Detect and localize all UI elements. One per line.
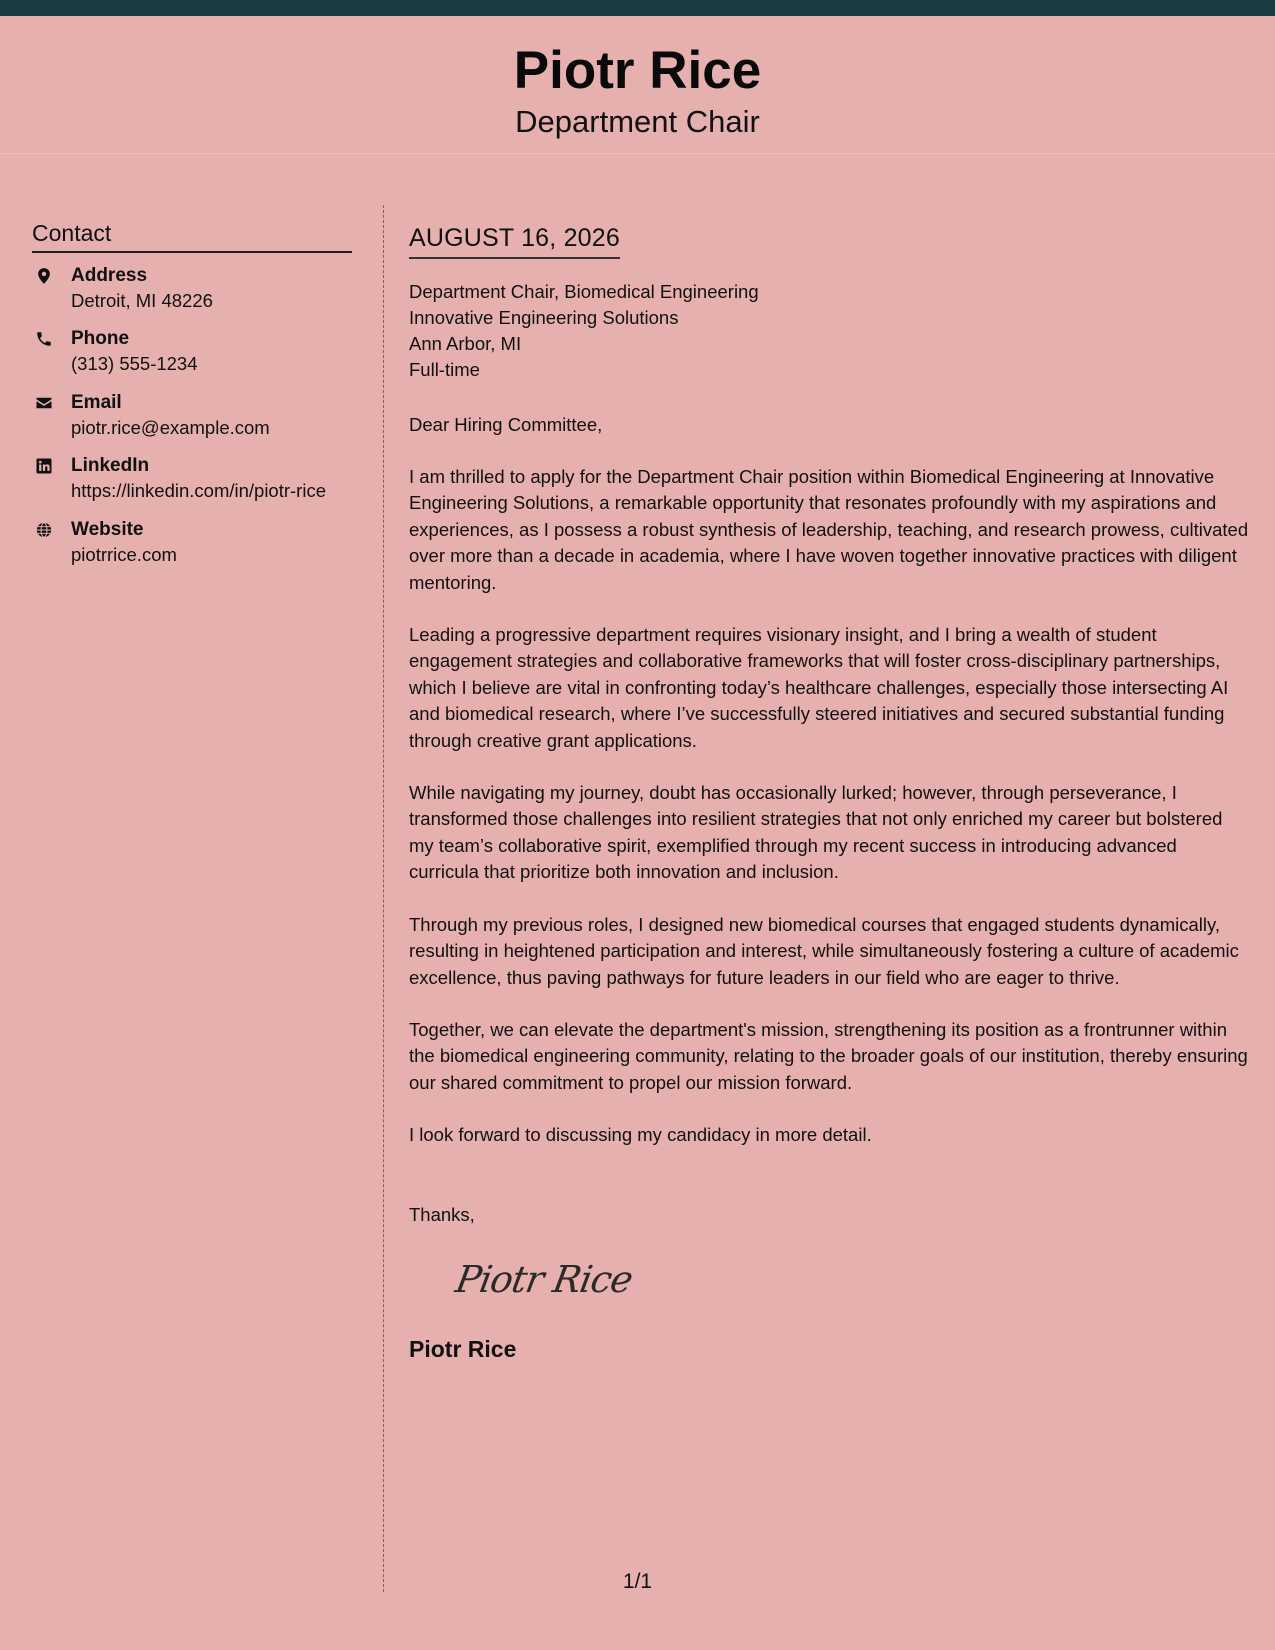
candidate-title: Department Chair [515,104,760,139]
closing-line: I look forward to discussing my candidacy in more detail. [409,1124,872,1146]
body-paragraph: Leading a progressive department requires visionary insight, and I bring a wealth of student engagement strategies and collaborative frameworks that will foster cross-disciplinary partnerships, which I believe are vital in confronting today’s healthcare challenges, especially those intersecting AI and biomedical research, where I’ve successfully steered initiatives and secured substantial funding through creative grant applications. [409,624,1229,751]
contact-item-website [32,517,352,581]
contact-item-linkedin [32,453,352,517]
letter-body [409,222,1249,1364]
map-pin-icon [35,267,53,285]
column-divider [383,205,384,1592]
contact-list [32,263,352,581]
contact-item-address [32,263,352,327]
email-value[interactable]: piotr.rice@example.com [71,416,270,438]
top-accent-bar [0,0,1275,16]
recipient-block [409,279,1249,383]
salutation: Dear Hiring Committee, [409,414,603,435]
handwritten-signature: Piotr Rice [452,1258,636,1302]
sign-off: Thanks, [409,1204,475,1226]
website-value[interactable]: piotrrice.com [71,543,177,565]
recipient-line: Innovative Engineering Solutions [409,307,679,328]
globe-icon [35,521,53,539]
email-label: Email [71,391,122,413]
phone-label: Phone [71,328,130,350]
page-header [0,16,1275,154]
contact-item-email [32,390,352,454]
address-value: Detroit, MI 48226 [71,289,213,311]
recipient-line: Ann Arbor, MI [409,333,522,354]
recipient-line: Full-time [409,359,480,380]
recipient-line: Department Chair, Biomedical Engineering [409,281,759,302]
contact-heading: Contact [32,220,352,253]
candidate-name: Piotr Rice [513,41,762,100]
body-paragraph: While navigating my journey, doubt has occasionally lurked; however, through perseverance, I transformed those challenges into resilient strategies that not only enriched my career but bolstered my team’s collaborative spirit, exemplified through my recent success in introducing advanced curricula that prioritize both innovation and inclusion. [409,782,1223,883]
address-label: Address [71,264,148,286]
contact-item-phone [32,326,352,390]
body-paragraph: Together, we can elevate the department's mission, strengthening its position as a frontrunner within the biomedical engineering community, relating to the broader goals of our institution, thereby ensuring our shared commitment to propel our mission forward. [409,1018,1248,1093]
envelope-icon [35,394,53,412]
body-paragraph: Through my previous roles, I designed new biomedical courses that engaged students dynamically, resulting in heightened participation and interest, while simultaneously fostering a culture of academic excellence, thus paving pathways for future leaders in our field who are eager to thrive. [409,913,1239,988]
phone-icon [35,330,53,348]
linkedin-icon [35,457,53,475]
linkedin-value[interactable]: https://linkedin.com/in/piotr-rice [71,480,326,502]
phone-value: (313) 555-1234 [71,353,198,375]
website-label: Website [71,518,144,540]
contact-sidebar [32,220,352,580]
signer-name: Piotr Rice [409,1336,517,1363]
letter-date: AUGUST 16, 2026 [409,222,620,259]
body-paragraph: I am thrilled to apply for the Department Chair position within Biomedical Engineering at Innovative Engineering Solutions, a remarkable opportunity that resonates profoundly with my aspirations and experiences, as I possess a robust synthesis of leadership, teaching, and research prowess, cultivated over more than a decade in academia, where I have woven together innovative practices with diligent mentoring. [409,466,1249,593]
page-number: 1/1 [622,1570,653,1593]
linkedin-label: LinkedIn [71,455,150,477]
